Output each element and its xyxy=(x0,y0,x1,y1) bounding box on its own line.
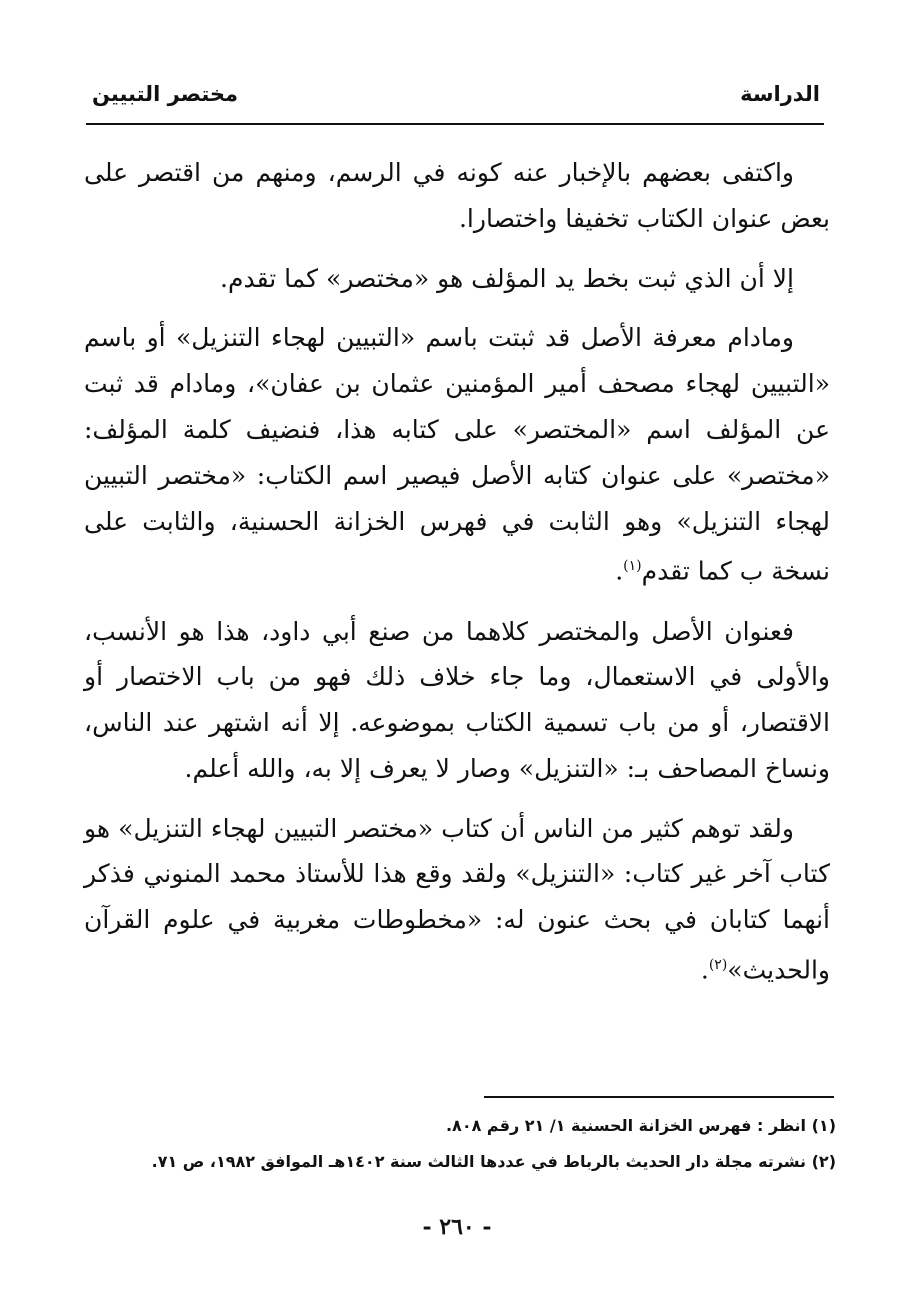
paragraph-2-text: إلا أن الذي ثبت بخط يد المؤلف هو «مختصر» كما تقدم. xyxy=(220,263,794,293)
book-title: مختصر التبيين xyxy=(92,82,239,106)
paragraph-1 xyxy=(84,150,830,242)
footnote-2: (٢) نشرته مجلة دار الحديث بالرباط في عددها الثالث سنة ١٤٠٢هـ الموافق ١٩٨٢، ص ٧١. xyxy=(151,1152,836,1171)
paragraph-4 xyxy=(84,609,830,792)
paragraph-5-text: ولقد توهم كثير من الناس أن كتاب «مختصر التبيين لهجاء التنزيل» هو كتاب آخر غير كتاب: «التنزيل» ولقد وقع هذا للأستاذ محمد المنوني فذكر أنهما كتابان في بحث عنون له: «مخطوطات مغربية في علوم القرآن والحديث» xyxy=(84,813,830,985)
paragraph-1-text: واكتفى بعضهم بالإخبار عنه كونه في الرسم، ومنهم من اقتصر على بعض عنوان الكتاب تخفيفا واختصارا. xyxy=(84,158,830,233)
paragraph-3-text: ومادام معرفة الأصل قد ثبتت باسم «التبيين لهجاء التنزيل» أو باسم «التبيين لهجاء مصحف أمير المؤمنين عثمان بن عفان»، ومادام قد ثبت عن المؤلف اسم «المختصر» على كتابه هذا، فنضيف كلمة المؤلف: «مختصر» على عنوان كتابه الأصل فيصير اسم الكتاب: «مختصر التبيين لهجاء التنزيل» وهو الثابت في فهرس الخزانة الحسنية، والثابت على نسخة ب كما تقدم xyxy=(84,323,830,586)
footnote-ref-1: (١) xyxy=(623,558,642,575)
footnotes xyxy=(90,1108,836,1180)
body-text xyxy=(84,150,830,1007)
page-number: - ٢٦٠ - xyxy=(422,1214,492,1240)
footnote-1: (١) انظر : فهرس الخزانة الحسنية ١/ ٢١ رقم ٨٠٨. xyxy=(445,1116,836,1135)
paragraph-5: ولقد توهم كثير من الناس أن كتاب «مختصر التبيين لهجاء التنزيل» هو كتاب آخر غير كتاب: «التنزيل» ولقد وقع هذا للأستاذ محمد المنوني فذكر أنهما كتابان في بحث عنون له: «مخطوطات مغربية في علوم القرآن والحديث»$^{(٢)}$. xyxy=(84,813,830,985)
paragraph-3: ومادام معرفة الأصل قد ثبتت باسم «التبيين لهجاء التنزيل» أو باسم «التبيين لهجاء مصحف أمير المؤمنين عثمان بن عفان»، ومادام قد ثبت عن المؤلف اسم «المختصر» على كتابه هذا، فنضيف كلمة المؤلف: «مختصر» على عنوان كتابه الأصل فيصير اسم الكتاب: «مختصر التبيين لهجاء التنزيل» وهو الثابت في فهرس الخزانة الحسنية، والثابت على نسخة ب كما تقدم$^{(١)}$. xyxy=(84,323,830,586)
paragraph-4-text: فعنوان الأصل والمختصر كلاهما من صنع أبي داود، هذا هو الأنسب، والأولى في الاستعمال، وما جاء خلاف ذلك فهو من باب الاختصار أو الاقتصار، أو من باب تسمية الكتاب بموضوعه. إلا أنه اشتهر عند الناس، ونساخ المصاحف بـ: «التنزيل» وصار لا يعرف إلا به، والله أعلم. xyxy=(84,616,830,783)
running-head xyxy=(88,78,824,118)
section-title: الدراسة xyxy=(740,82,820,106)
footnote-rule xyxy=(484,1096,834,1098)
paragraph-2 xyxy=(84,256,830,302)
footnote-ref-2: (٢) xyxy=(708,957,728,974)
header-rule xyxy=(86,123,824,125)
